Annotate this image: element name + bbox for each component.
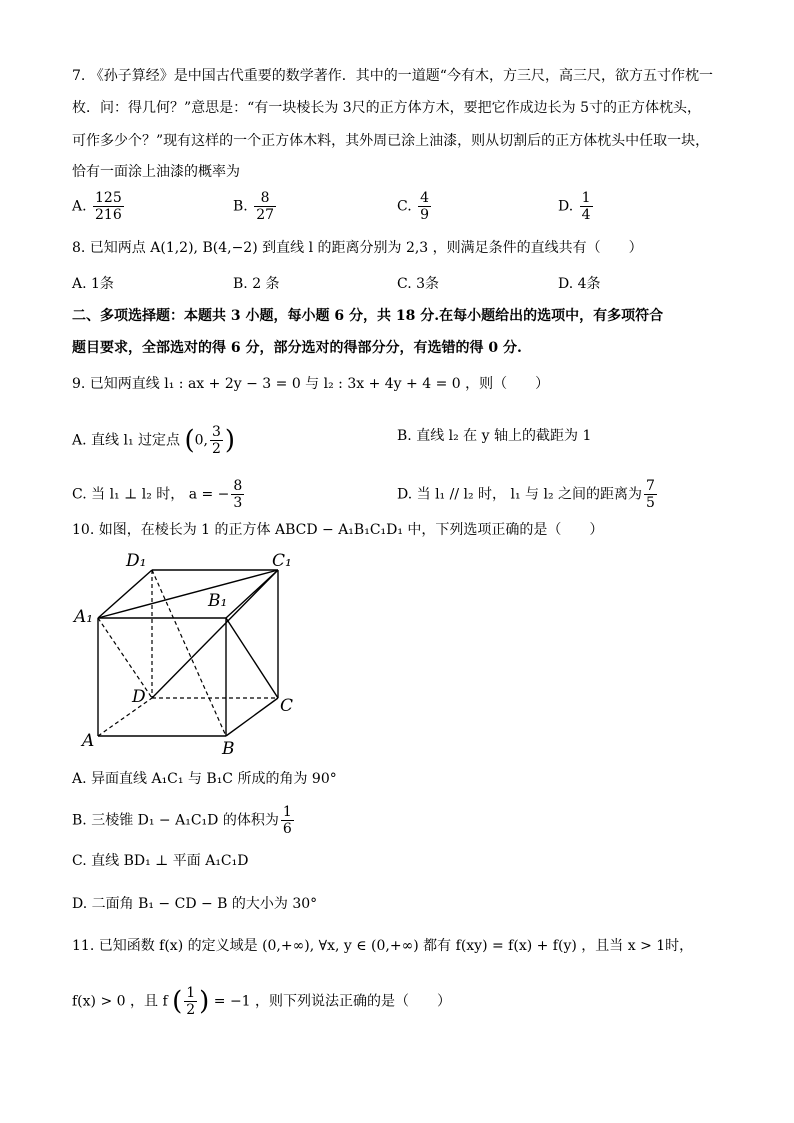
numerator: 1 (282, 804, 292, 820)
q10-option-a: A. 异面直线 A₁C₁ 与 B₁C 所成的角为 90° (72, 771, 337, 787)
q7-line-1: 7. 《孙子算经》是中国古代重要的数学著作．其中的一道题“今有木，方三尺，高三尺，欲方五寸作枕一 (72, 68, 713, 84)
denominator: 27 (256, 207, 275, 223)
edge-c1-d (152, 570, 278, 698)
q11-line-1: 11. 已知函数 f(x) 的定义域是 (0,+∞), ∀x, y ∈ (0,+∞) 都有 f(xy) = f(x) + f(y) ，且当 x > 1时， (72, 938, 694, 954)
label-d1: D₁ (126, 551, 147, 571)
section-2-heading-line-2: 题目要求，全部选对的得 6 分，部分选对的得部分分，有选错的得 0 分. (72, 340, 522, 356)
fraction (281, 804, 294, 837)
label-a: A (82, 731, 95, 751)
label-c1: C₁ (272, 551, 292, 571)
line-text: = −1 ，则下列说法正确的是（ ） (213, 993, 452, 1010)
denominator: 5 (646, 495, 655, 511)
q10-stem: 10. 如图，在棱长为 1 的正方体 ABCD − A₁B₁C₁D₁ 中，下列选项正确的是（ ） (72, 522, 604, 538)
fraction (184, 985, 197, 1018)
label-d: D (132, 687, 146, 707)
fraction (644, 478, 657, 511)
numerator: 125 (95, 190, 122, 206)
edge-b1-c (226, 618, 278, 698)
option-label: B. (233, 198, 248, 215)
fraction (580, 190, 593, 223)
option-label: D. (558, 198, 574, 215)
label-b: B (222, 739, 235, 758)
left-paren: ( (172, 986, 183, 1017)
edge-b-c (226, 698, 278, 736)
cube-figure (70, 548, 310, 758)
q7-option-d (558, 190, 595, 223)
q9-option-a (72, 424, 235, 457)
numerator: 8 (233, 478, 243, 494)
option-text: D. 当 l₁ // l₂ 时， l₁ 与 l₂ 之间的距离为 (397, 486, 643, 503)
right-paren: ) (224, 425, 236, 456)
q7-line-3: 可作多少个？”现有这样的一个正方体木料，其外周已涂上油漆，则从切割后的正方体枕头中任取一块， (72, 133, 710, 149)
denominator: 2 (211, 441, 221, 457)
q9-stem: 9. 已知两直线 l₁ : ax + 2y − 3 = 0 与 l₂ : 3x + 4y + 4 = 0 ，则（ ） (72, 376, 550, 392)
denominator: 3 (233, 495, 243, 511)
fraction (231, 478, 244, 511)
numerator: 3 (211, 424, 221, 440)
option-text: C. 当 l₁ ⊥ l₂ 时， a = − (72, 486, 230, 503)
option-text: A. 直线 l₁ 过定点 (72, 432, 181, 449)
label-c: C (280, 696, 294, 716)
label-a1: A₁ (74, 607, 94, 627)
q7-line-4: 恰有一面涂上油漆的概率为 (72, 164, 240, 180)
q9-option-c (72, 478, 246, 511)
q9-option-d (397, 478, 659, 511)
option-label: C. (397, 198, 412, 215)
q10-option-b (72, 804, 296, 837)
q8-option-a: A. 1条 (72, 276, 114, 292)
q11-line-2 (72, 985, 451, 1018)
q8-option-b: B. 2 条 (233, 276, 280, 292)
fraction (418, 190, 431, 223)
numerator: 4 (420, 190, 430, 206)
q7-option-a (72, 190, 126, 223)
denominator: 6 (282, 821, 292, 837)
q10-option-d: D. 二面角 B₁ − CD − B 的大小为 30° (72, 896, 318, 912)
numerator: 7 (646, 478, 655, 494)
numerator: 1 (581, 190, 591, 206)
option-label: A. (72, 198, 87, 215)
point-coord: 0, (194, 432, 208, 449)
q7-line-2: 枚．问：得几何？”意思是：“有一块棱长为 3尺的正方体方木，要把它作成边长为 5寸的正方体枕头， (72, 100, 702, 116)
q9-option-b: B. 直线 l₂ 在 y 轴上的截距为 1 (397, 428, 592, 444)
section-2-heading-line-1: 二、多项选择题：本题共 3 小题，每小题 6 分，共 18 分.在每小题给出的选项中，有多项符合 (72, 308, 664, 324)
option-text: B. 三棱锥 D₁ − A₁C₁D 的体积为 (72, 812, 279, 829)
denominator: 9 (420, 207, 430, 223)
q8-option-d: D. 4条 (558, 276, 601, 292)
q8-stem: 8. 已知两点 A(1,2), B(4,−2) 到直线 l 的距离分别为 2,3 ，则满足条件的直线共有（ ） (72, 240, 643, 256)
denominator: 2 (186, 1002, 196, 1018)
right-paren: ) (199, 986, 210, 1017)
left-paren: ( (184, 425, 195, 456)
fraction (254, 190, 276, 223)
q8-option-c: C. 3条 (397, 276, 440, 292)
q7-option-b (233, 190, 278, 223)
q7-option-c (397, 190, 433, 223)
q10-option-c: C. 直线 BD₁ ⊥ 平面 A₁C₁D (72, 853, 249, 869)
fraction (210, 424, 223, 457)
denominator: 4 (581, 207, 591, 223)
denominator: 216 (95, 207, 122, 223)
fraction (93, 190, 124, 223)
line-text: f(x) > 0 ，且 f (72, 993, 168, 1010)
label-b1: B₁ (208, 591, 228, 611)
numerator: 8 (260, 190, 270, 206)
numerator: 1 (186, 985, 196, 1001)
hidden-edge-a1-d (98, 618, 152, 698)
